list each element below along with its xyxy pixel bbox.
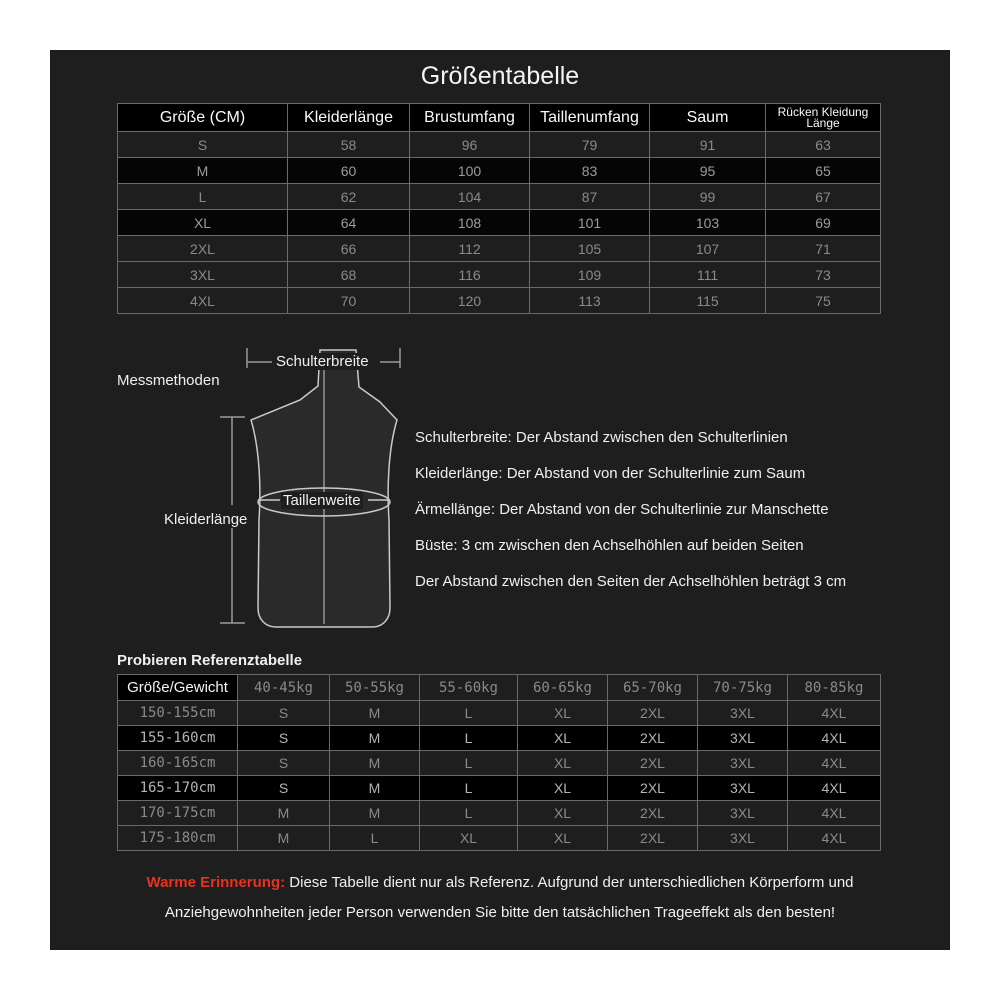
table-cell: M xyxy=(330,726,420,751)
table-cell: 3XL xyxy=(698,751,788,776)
table-cell: 63 xyxy=(766,132,881,158)
ref-table xyxy=(117,674,881,851)
table-cell: 3XL xyxy=(698,776,788,801)
table-cell: 62 xyxy=(288,184,410,210)
table-cell: 105 xyxy=(530,236,650,262)
col-header-weight: 60-65kg xyxy=(518,675,608,701)
table-row xyxy=(118,826,881,851)
table-cell: 175-180cm xyxy=(118,826,238,851)
table-cell: 100 xyxy=(410,158,530,184)
table-cell: 4XL xyxy=(788,826,881,851)
table-cell: 112 xyxy=(410,236,530,262)
table-cell: 68 xyxy=(288,262,410,288)
col-header-size: Größe (CM) xyxy=(118,104,288,132)
table-cell: 4XL xyxy=(788,751,881,776)
table-cell: M xyxy=(238,801,330,826)
table-cell: 3XL xyxy=(118,262,288,288)
col-header-weight: 55-60kg xyxy=(420,675,518,701)
table-cell: L xyxy=(420,701,518,726)
table-cell: 4XL xyxy=(788,726,881,751)
table-cell: 67 xyxy=(766,184,881,210)
table-cell: 109 xyxy=(530,262,650,288)
length-label: Kleiderlänge xyxy=(164,511,248,528)
table-cell: 99 xyxy=(650,184,766,210)
table-cell: L xyxy=(420,801,518,826)
col-header-size-weight: Größe/Gewicht xyxy=(118,675,238,701)
table-cell: 83 xyxy=(530,158,650,184)
reminder-label: Warme Erinnerung: xyxy=(146,874,286,891)
size-chart-panel xyxy=(50,50,950,950)
table-cell: XL xyxy=(518,726,608,751)
table-cell: 2XL xyxy=(608,776,698,801)
table-cell: L xyxy=(420,751,518,776)
table-cell: 165-170cm xyxy=(118,776,238,801)
table-cell: 155-160cm xyxy=(118,726,238,751)
col-header-weight: 40-45kg xyxy=(238,675,330,701)
table-cell: 3XL xyxy=(698,726,788,751)
table-cell: 87 xyxy=(530,184,650,210)
col-header-length: Kleiderlänge xyxy=(288,104,410,132)
table-cell: 3XL xyxy=(698,826,788,851)
table-cell: L xyxy=(420,776,518,801)
waist-width-label: Taillenweite xyxy=(283,492,361,509)
reminder-note-line1 xyxy=(50,874,950,891)
table-cell: 96 xyxy=(410,132,530,158)
table-cell: XL xyxy=(118,210,288,236)
ref-table-header xyxy=(118,675,881,701)
reminder-text: Diese Tabelle dient nur als Referenz. Aufgrund der unterschiedlichen Körperform und xyxy=(285,874,854,891)
table-cell: 2XL xyxy=(608,801,698,826)
table-cell: M xyxy=(330,801,420,826)
desc-shoulder: Schulterbreite: Der Abstand zwischen den Schulterlinien xyxy=(415,429,788,446)
table-cell: M xyxy=(330,751,420,776)
table-cell: 108 xyxy=(410,210,530,236)
table-cell: 4XL xyxy=(788,701,881,726)
table-cell: 71 xyxy=(766,236,881,262)
table-cell: 107 xyxy=(650,236,766,262)
col-header-hem: Saum xyxy=(650,104,766,132)
col-header-weight: 80-85kg xyxy=(788,675,881,701)
ref-table-title: Probieren Referenztabelle xyxy=(117,652,303,669)
table-cell: 95 xyxy=(650,158,766,184)
table-cell: 160-165cm xyxy=(118,751,238,776)
table-cell: 2XL xyxy=(608,751,698,776)
table-cell: S xyxy=(238,776,330,801)
desc-bust: Büste: 3 cm zwischen den Achselhöhlen auf beiden Seiten xyxy=(415,537,804,554)
table-cell: 170-175cm xyxy=(118,801,238,826)
col-header-weight: 50-55kg xyxy=(330,675,420,701)
col-header-chest: Brustumfang xyxy=(410,104,530,132)
table-cell: XL xyxy=(420,826,518,851)
table-cell: 111 xyxy=(650,262,766,288)
table-cell: 58 xyxy=(288,132,410,158)
table-cell: 113 xyxy=(530,288,650,314)
table-cell: M xyxy=(330,701,420,726)
table-cell: L xyxy=(330,826,420,851)
table-row xyxy=(118,801,881,826)
shoulder-width-label: Schulterbreite xyxy=(276,353,369,370)
table-cell: S xyxy=(238,751,330,776)
table-cell: 66 xyxy=(288,236,410,262)
desc-length: Kleiderlänge: Der Abstand von der Schulterlinie zum Saum xyxy=(415,465,806,482)
table-cell: 91 xyxy=(650,132,766,158)
measure-title: Messmethoden xyxy=(117,372,220,389)
table-cell: 4XL xyxy=(788,776,881,801)
table-cell: 73 xyxy=(766,262,881,288)
page-title: Größentabelle xyxy=(420,62,580,90)
table-cell: S xyxy=(238,701,330,726)
table-cell: 79 xyxy=(530,132,650,158)
table-cell: S xyxy=(118,132,288,158)
reminder-note-line2: Anziehgewohnheiten jeder Person verwenden Sie bitte den tatsächlichen Trageeffekt als den besten! xyxy=(164,904,836,921)
table-cell: XL xyxy=(518,801,608,826)
table-cell: L xyxy=(118,184,288,210)
table-cell: 150-155cm xyxy=(118,701,238,726)
table-cell: XL xyxy=(518,701,608,726)
table-cell: 103 xyxy=(650,210,766,236)
table-cell: 2XL xyxy=(608,726,698,751)
table-row xyxy=(118,701,881,726)
table-cell: L xyxy=(420,726,518,751)
table-cell: M xyxy=(118,158,288,184)
col-header-waist: Taillenumfang xyxy=(530,104,650,132)
col-header-weight: 70-75kg xyxy=(698,675,788,701)
table-cell: 2XL xyxy=(608,826,698,851)
table-cell: M xyxy=(238,826,330,851)
col-header-back-length: Rücken Kleidung Länge xyxy=(766,104,881,132)
table-cell: 3XL xyxy=(698,801,788,826)
col-header-weight: 65-70kg xyxy=(608,675,698,701)
table-cell: 116 xyxy=(410,262,530,288)
table-cell: XL xyxy=(518,776,608,801)
table-cell: 120 xyxy=(410,288,530,314)
table-cell: M xyxy=(330,776,420,801)
table-cell: 2XL xyxy=(608,701,698,726)
table-cell: 104 xyxy=(410,184,530,210)
desc-sleeve: Ärmellänge: Der Abstand von der Schulterlinie zur Manschette xyxy=(415,501,829,518)
table-cell: 3XL xyxy=(698,701,788,726)
table-cell: 65 xyxy=(766,158,881,184)
table-cell: 2XL xyxy=(118,236,288,262)
table-cell: S xyxy=(238,726,330,751)
table-cell: 115 xyxy=(650,288,766,314)
table-row xyxy=(118,751,881,776)
table-row xyxy=(118,726,881,751)
table-row xyxy=(118,776,881,801)
table-cell: 75 xyxy=(766,288,881,314)
table-cell: XL xyxy=(518,826,608,851)
table-cell: 60 xyxy=(288,158,410,184)
vest-diagram xyxy=(50,50,950,650)
table-cell: XL xyxy=(518,751,608,776)
table-cell: 69 xyxy=(766,210,881,236)
table-cell: 4XL xyxy=(118,288,288,314)
desc-armpit: Der Abstand zwischen den Seiten der Achselhöhlen beträgt 3 cm xyxy=(415,573,847,590)
table-cell: 4XL xyxy=(788,801,881,826)
table-cell: 101 xyxy=(530,210,650,236)
table-cell: 64 xyxy=(288,210,410,236)
table-cell: 70 xyxy=(288,288,410,314)
